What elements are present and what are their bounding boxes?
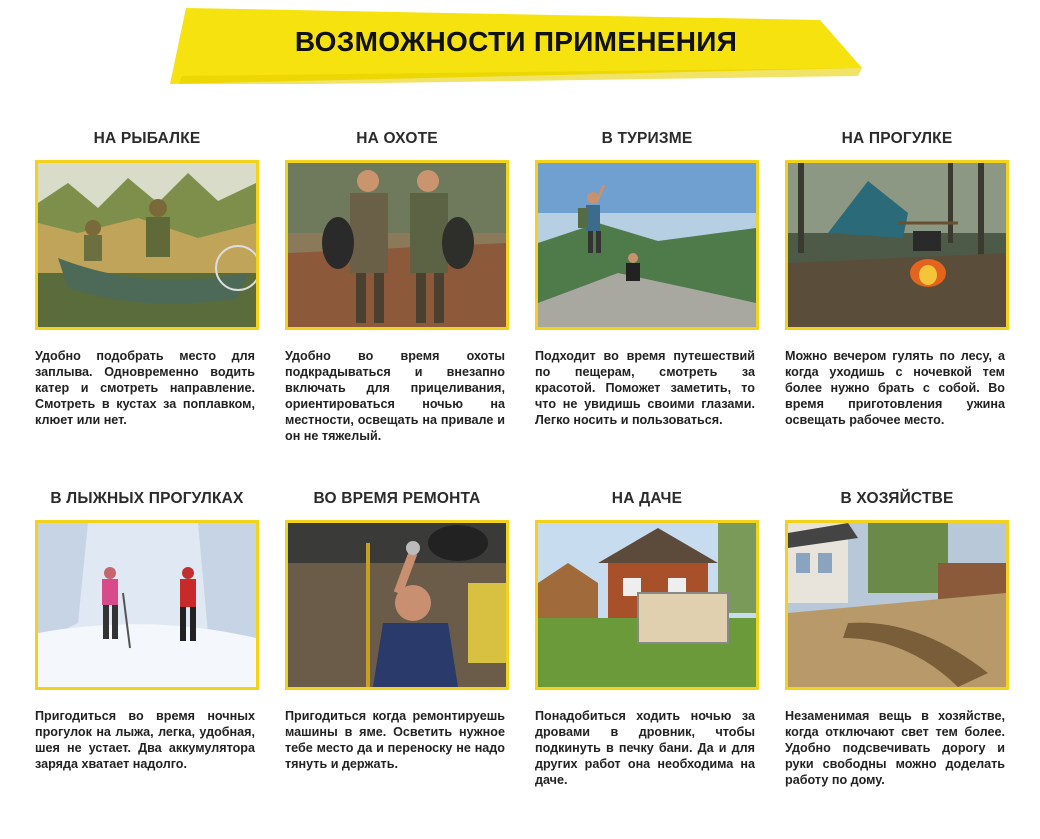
card-title: НА ОХОТЕ <box>356 130 438 147</box>
card-description: Подходит во время путешествий по пещерам, смотреть за красотой. Поможет заметить, то что не увидишь своими глазами. Легко носить и пользоваться. <box>535 349 755 427</box>
household-photo-icon <box>785 520 1009 690</box>
card-title: ВО ВРЕМЯ РЕМОНТА <box>313 490 481 507</box>
card-title: В ТУРИЗМЕ <box>601 130 693 147</box>
card-title: НА РЫБАЛКЕ <box>93 130 201 147</box>
skiing-photo-icon <box>35 520 259 690</box>
dacha-photo-icon <box>535 520 759 690</box>
fishing-photo-icon <box>35 160 259 330</box>
tourism-photo-icon <box>535 160 759 330</box>
repair-photo-icon <box>285 520 509 690</box>
hunting-photo-icon <box>285 160 509 330</box>
card-description: Удобно во время охоты подкрадываться и внезапно включать для прицеливания, ориентироваться ночью на местности, освещать на привале и он не тяжелый. <box>285 349 505 443</box>
card-description: Пригодиться когда ремонтируешь машины в яме. Осветить нужное тебе место да и переноску не надо тянуть и держать. <box>285 709 505 771</box>
card-title: НА ПРОГУЛКЕ <box>841 130 953 147</box>
camping-photo-icon <box>785 160 1009 330</box>
header-banner <box>170 6 862 84</box>
card-description: Удобно подобрать место для заплыва. Одновременно водить катер и смотреть направление. Смотреть в кустах за поплавком, клюет или нет. <box>35 349 255 427</box>
card-title: НА ДАЧЕ <box>611 490 683 507</box>
card-title: В ЛЫЖНЫХ ПРОГУЛКАХ <box>50 490 244 507</box>
card-title: В ХОЗЯЙСТВЕ <box>840 490 954 507</box>
card-description: Понадобиться ходить ночью за дровами в дровник, чтобы подкинуть в печку бани. Да и для других работ она необходима на даче. <box>535 709 755 787</box>
card-description: Можно вечером гулять по лесу, а когда уходишь с ночевкой тем более нужно брать с собой. Во время приготовления ужина освещать рабочее место. <box>785 349 1005 427</box>
card-description: Пригодиться во время ночных прогулок на лыжа, легка, удобная, шея не устает. Два аккумулятора заряда хватает надолго. <box>35 709 255 771</box>
card-description: Незаменимая вещь в хозяйстве, когда отключают свет тем более. Удобно подсвечивать дорогу и руки свободны можно доделать работу по дому. <box>785 709 1005 787</box>
page-title: ВОЗМОЖНОСТИ ПРИМЕНЕНИЯ <box>294 26 738 57</box>
